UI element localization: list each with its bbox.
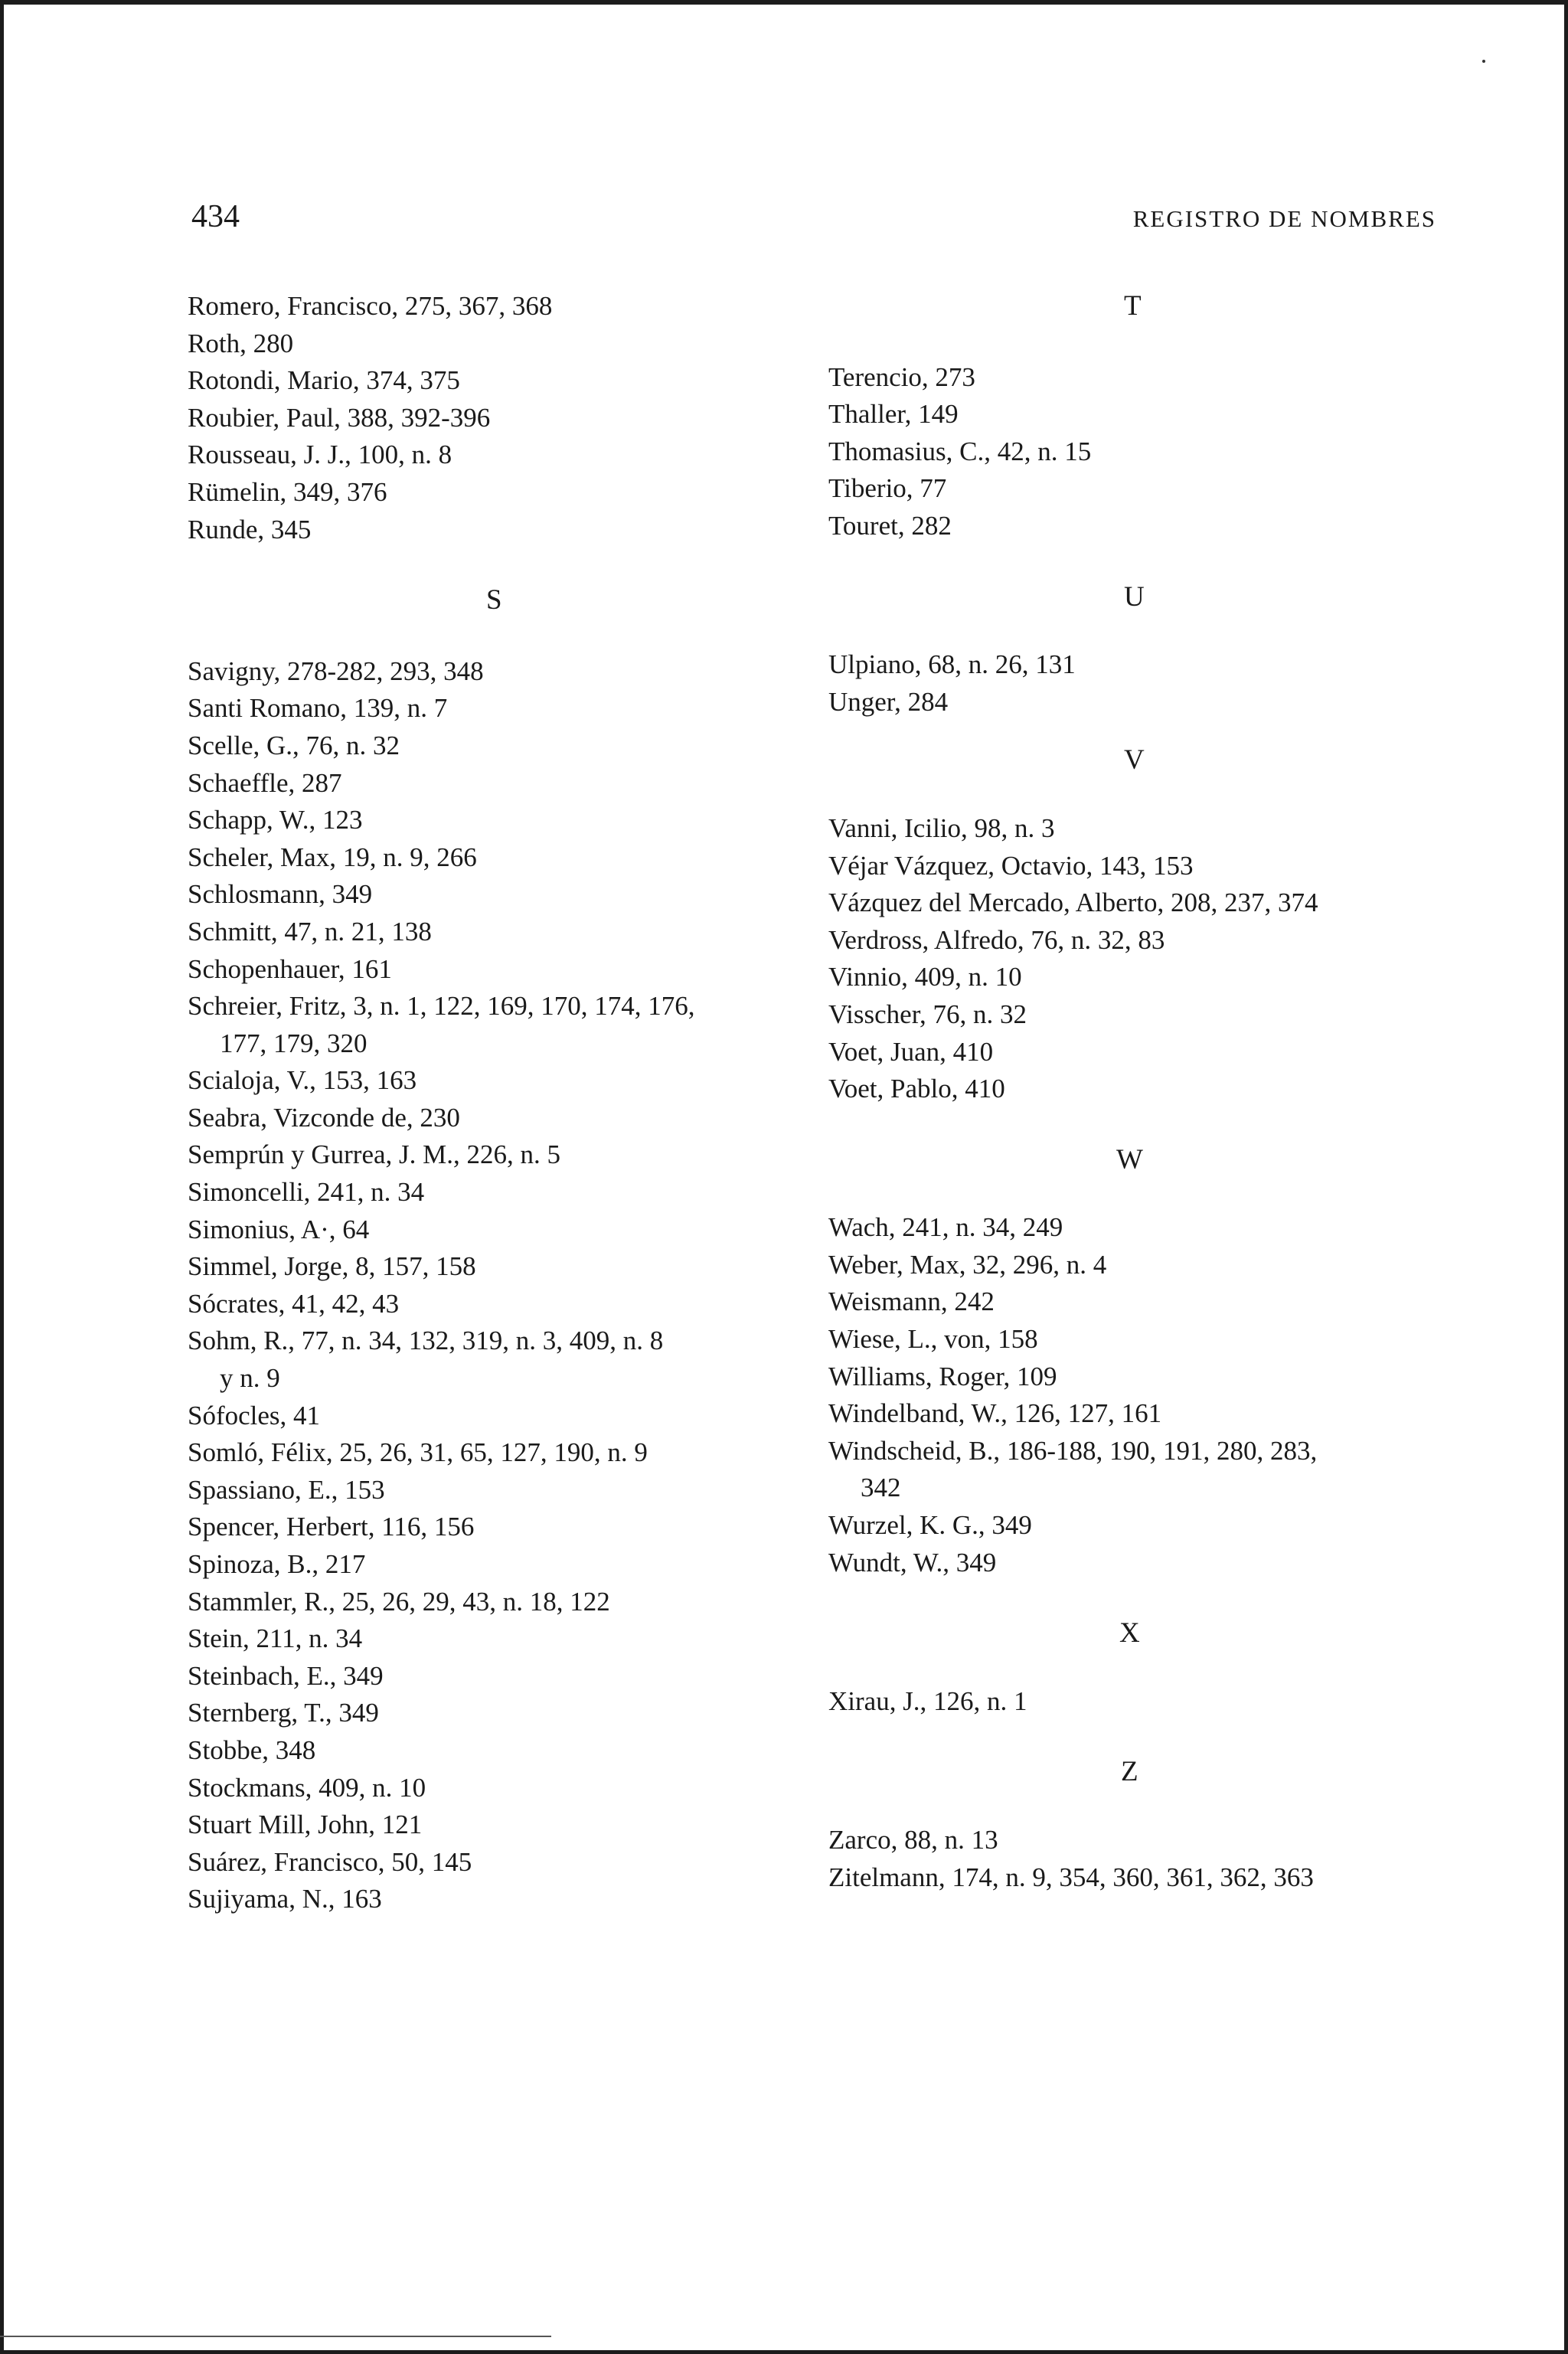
index-entry: Stuart Mill, John, 121: [188, 1810, 423, 1840]
index-entry: Sohm, R., 77, n. 34, 132, 319, n. 3, 409, n. 8: [188, 1326, 664, 1356]
index-entry: Runde, 345: [188, 514, 312, 544]
index-entry: Semprún y Gurrea, J. M., 226, n. 5: [188, 1139, 561, 1170]
index-entry: Schopenhauer, 161: [188, 953, 392, 984]
index-column-right: [828, 288, 1441, 1896]
index-entry: Windelband, W., 126, 127, 161: [828, 1398, 1162, 1429]
index-entry: Vanni, Icilio, 98, n. 3: [828, 812, 1055, 843]
index-entry: Romero, Francisco, 275, 367, 368: [188, 291, 553, 321]
index-entry: Terencio, 273: [828, 361, 975, 392]
index-entry: Schmitt, 47, n. 21, 138: [188, 916, 432, 947]
index-entry: Xirau, J., 126, n. 1: [828, 1685, 1027, 1716]
index-entry: Rotondi, Mario, 374, 375: [188, 365, 460, 396]
index-entry: Visscher, 76, n. 32: [828, 999, 1027, 1029]
scan-bottom-line: [0, 2336, 551, 2337]
index-entry: Roth, 280: [188, 328, 294, 358]
index-entry: Zarco, 88, n. 13: [828, 1825, 998, 1855]
scan-border-bottom: [0, 2350, 1568, 2354]
index-entry: Scialoja, V., 153, 163: [188, 1065, 417, 1096]
index-entry: Santi Romano, 139, n. 7: [188, 693, 448, 724]
index-entry: Seabra, Vizconde de, 230: [188, 1102, 460, 1133]
index-entry: Sócrates, 41, 42, 43: [188, 1288, 400, 1319]
index-entry: Suárez, Francisco, 50, 145: [188, 1846, 472, 1877]
index-entry: Schapp, W., 123: [188, 805, 363, 835]
index-entry: Thomasius, C., 42, n. 15: [828, 436, 1092, 466]
index-entry: Steinbach, E., 349: [188, 1660, 384, 1691]
scan-speck: [1482, 60, 1485, 63]
index-entry: Wiese, L., von, 158: [828, 1324, 1038, 1355]
index-entry: Thaller, 149: [828, 399, 959, 430]
section-letter-t: T: [1124, 290, 1142, 322]
index-entry: Schreier, Fritz, 3, n. 1, 122, 169, 170, 174, 176,: [188, 991, 695, 1022]
index-entry: Spassiano, E., 153: [188, 1474, 385, 1505]
section-letter-x: X: [1119, 1617, 1140, 1649]
index-entry: Stein, 211, n. 34: [188, 1623, 363, 1654]
index-entry-continuation: 342: [861, 1473, 901, 1503]
index-entry: Spinoza, B., 217: [188, 1549, 366, 1579]
page-number: 434: [191, 199, 240, 234]
section-letter-w: W: [1116, 1143, 1143, 1175]
index-entry: Rümelin, 349, 376: [188, 476, 387, 507]
index-entry: Williams, Roger, 109: [828, 1361, 1057, 1391]
index-entry-continuation: 177, 179, 320: [220, 1028, 368, 1058]
index-entry: Weber, Max, 32, 296, n. 4: [828, 1249, 1107, 1280]
index-entry: Wundt, W., 349: [828, 1547, 997, 1578]
section-letter-s: S: [486, 584, 502, 616]
running-title: REGISTRO DE NOMBRES: [1132, 205, 1436, 232]
index-entry: Roubier, Paul, 388, 392-396: [188, 402, 491, 433]
index-entry: Stobbe, 348: [188, 1734, 316, 1765]
index-entry: Wach, 241, n. 34, 249: [828, 1212, 1063, 1243]
scan-border-top: [0, 0, 1568, 5]
index-entry: Schaeffle, 287: [188, 767, 342, 798]
index-entry-continuation: y n. 9: [220, 1363, 280, 1394]
index-entry: Scheler, Max, 19, n. 9, 266: [188, 842, 477, 872]
index-entry: Véjar Vázquez, Octavio, 143, 153: [828, 850, 1194, 881]
index-entry: Vázquez del Mercado, Alberto, 208, 237, 374: [828, 888, 1318, 918]
index-entry: Touret, 282: [828, 510, 952, 541]
index-entry: Weismann, 242: [828, 1287, 995, 1317]
index-entry: Voet, Pablo, 410: [828, 1074, 1005, 1104]
index-entry: Vinnio, 409, n. 10: [828, 962, 1022, 992]
section-letter-z: Z: [1121, 1756, 1138, 1788]
index-column-left: [188, 288, 815, 1918]
index-entry: Windscheid, B., 186-188, 190, 191, 280, 283,: [828, 1435, 1318, 1466]
scan-border-left: [0, 0, 4, 2354]
section-letter-u: U: [1124, 580, 1145, 613]
index-entry: Simoncelli, 241, n. 34: [188, 1177, 425, 1208]
section-letter-v: V: [1124, 744, 1145, 776]
index-entry: Schlosmann, 349: [188, 879, 373, 910]
index-entry: Stockmans, 409, n. 10: [188, 1772, 426, 1803]
index-entry: Savigny, 278-282, 293, 348: [188, 656, 484, 686]
index-entry: Sófocles, 41: [188, 1400, 321, 1430]
index-entry: Simonius, A·, 64: [188, 1214, 370, 1244]
index-entry: Simmel, Jorge, 8, 157, 158: [188, 1251, 476, 1282]
index-entry: Somló, Félix, 25, 26, 31, 65, 127, 190, n. 9: [188, 1437, 648, 1468]
index-entry: Sternberg, T., 349: [188, 1698, 379, 1728]
index-entry: Unger, 284: [828, 686, 949, 717]
index-entry: Zitelmann, 174, n. 9, 354, 360, 361, 362, 363: [828, 1862, 1314, 1892]
index-entry: Sujiyama, N., 163: [188, 1884, 382, 1914]
index-entry: Stammler, R., 25, 26, 29, 43, n. 18, 122: [188, 1586, 610, 1617]
index-entry: Ulpiano, 68, n. 26, 131: [828, 649, 1076, 680]
index-entry: Tiberio, 77: [828, 473, 947, 504]
index-entry: Verdross, Alfredo, 76, n. 32, 83: [828, 924, 1165, 955]
index-entry: Scelle, G., 76, n. 32: [188, 730, 400, 760]
index-entry: Spencer, Herbert, 116, 156: [188, 1512, 475, 1542]
index-entry: Voet, Juan, 410: [828, 1036, 994, 1067]
index-entry: Wurzel, K. G., 349: [828, 1510, 1032, 1541]
index-entry: Rousseau, J. J., 100, n. 8: [188, 440, 452, 470]
